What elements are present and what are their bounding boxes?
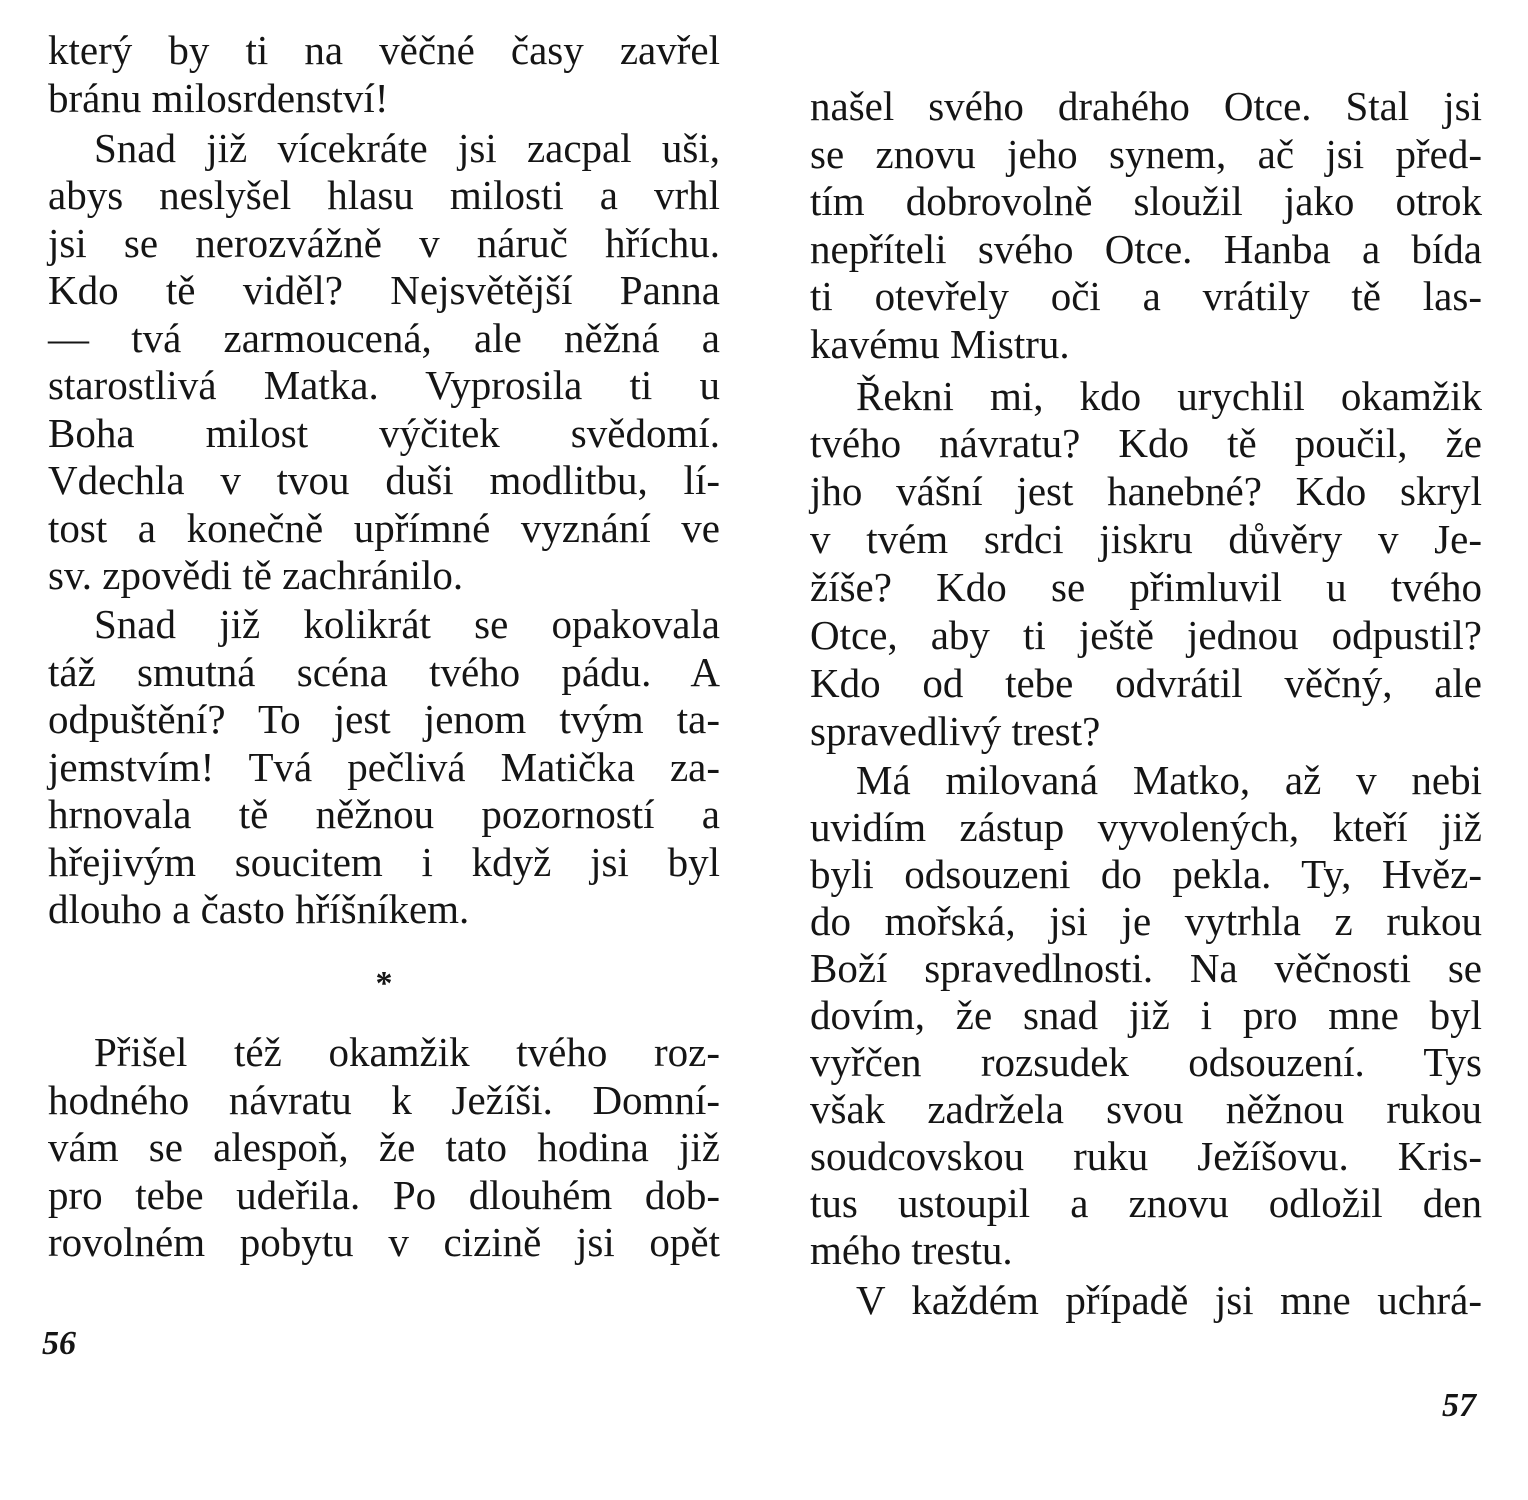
- text-line: žíše? Kdo se přimluvil u tvého: [810, 564, 1482, 610]
- text-line: V každém případě jsi mne uchrá-: [856, 1277, 1482, 1323]
- text-line: Snad již vícekráte jsi zacpal uši,: [94, 125, 720, 171]
- text-line: našel svého drahého Otce. Stal jsi: [810, 83, 1482, 129]
- text-line: soudcovskou ruku Ježíšovu. Kris-: [810, 1133, 1482, 1179]
- text-line: však zadržela svou něžnou rukou: [810, 1086, 1482, 1132]
- text-line: Řekni mi, kdo urychlil okamžik: [856, 373, 1482, 419]
- text-line: dovím, že snad již i pro mne byl: [810, 992, 1482, 1038]
- text-line: rovolném pobytu v cizině jsi opět: [48, 1219, 720, 1265]
- text-line: v tvém srdci jiskru důvěry v Je-: [810, 516, 1482, 562]
- text-line: sv. zpovědi tě zachránilo.: [48, 552, 464, 598]
- text-line: dlouho a často hříšníkem.: [48, 886, 470, 932]
- text-line: odpuštění? To jest jenom tvým ta-: [48, 696, 720, 742]
- text-line: Kdo tě viděl? Nejsvětější Panna: [48, 267, 720, 313]
- text-line: který by ti na věčné časy zavřel: [48, 27, 720, 73]
- text-line: — tvá zarmoucená, ale něžná a: [48, 315, 720, 361]
- text-line: hřejivým soucitem i když jsi byl: [48, 839, 720, 885]
- text-line: spravedlivý trest?: [810, 708, 1101, 754]
- text-line: pro tebe udeřila. Po dlouhém dob-: [48, 1172, 720, 1218]
- text-line: starostlivá Matka. Vyprosila ti u: [48, 362, 720, 408]
- text-line: abys neslyšel hlasu milosti a vrhl: [48, 172, 720, 218]
- text-line: Přišel též okamžik tvého roz-: [94, 1029, 720, 1075]
- section-separator: *: [375, 965, 393, 1002]
- text-line: Boha milost výčitek svědomí.: [48, 410, 720, 456]
- text-line: tost a konečně upřímné vyznání ve: [48, 505, 720, 551]
- text-line: jho vášní jest hanebné? Kdo skryl: [810, 468, 1482, 514]
- text-line: do mořská, jsi je vytrhla z rukou: [810, 898, 1482, 944]
- text-line: Otce, aby ti ještě jednou odpustil?: [810, 612, 1482, 658]
- text-line: jsi se nerozvážně v náruč hříchu.: [48, 220, 720, 266]
- text-line: Boží spravedlnosti. Na věčnosti se: [810, 945, 1482, 991]
- text-line: tím dobrovolně sloužil jako otrok: [810, 178, 1482, 224]
- text-line: hodného návratu k Ježíši. Domní-: [48, 1077, 720, 1123]
- text-line: kavému Mistru.: [810, 321, 1070, 367]
- right-page: [810, 0, 1482, 1500]
- page-number: 56: [42, 1325, 76, 1362]
- text-line: uvidím zástup vyvolených, kteří již: [810, 804, 1482, 850]
- text-line: Vdechla v tvou duši modlitbu, lí-: [48, 457, 720, 503]
- left-page: [42, 0, 720, 1500]
- text-line: Snad již kolikrát se opakovala: [94, 601, 720, 647]
- text-line: vyřčen rozsudek odsouzení. Tys: [810, 1039, 1482, 1085]
- text-line: táž smutná scéna tvého pádu. A: [48, 649, 720, 695]
- text-line: byli odsouzeni do pekla. Ty, Hvěz-: [810, 851, 1482, 897]
- text-line: jemstvím! Tvá pečlivá Matička za-: [48, 744, 720, 790]
- text-line: Kdo od tebe odvrátil věčný, ale: [810, 660, 1482, 706]
- text-line: tus ustoupil a znovu odložil den: [810, 1180, 1482, 1226]
- page-number: 57: [1442, 1387, 1476, 1424]
- text-line: nepříteli svého Otce. Hanba a bída: [810, 226, 1482, 272]
- text-line: Má milovaná Matko, až v nebi: [856, 757, 1482, 803]
- text-line: vám se alespoň, že tato hodina již: [48, 1124, 720, 1170]
- text-line: bránu milosrdenství!: [48, 75, 389, 121]
- text-line: se znovu jeho synem, ač jsi před-: [810, 131, 1482, 177]
- text-line: mého trestu.: [810, 1227, 1013, 1273]
- text-line: ti otevřely oči a vrátily tě las-: [810, 273, 1482, 319]
- text-line: tvého návratu? Kdo tě poučil, že: [810, 420, 1482, 466]
- text-line: hrnovala tě něžnou pozorností a: [48, 791, 720, 837]
